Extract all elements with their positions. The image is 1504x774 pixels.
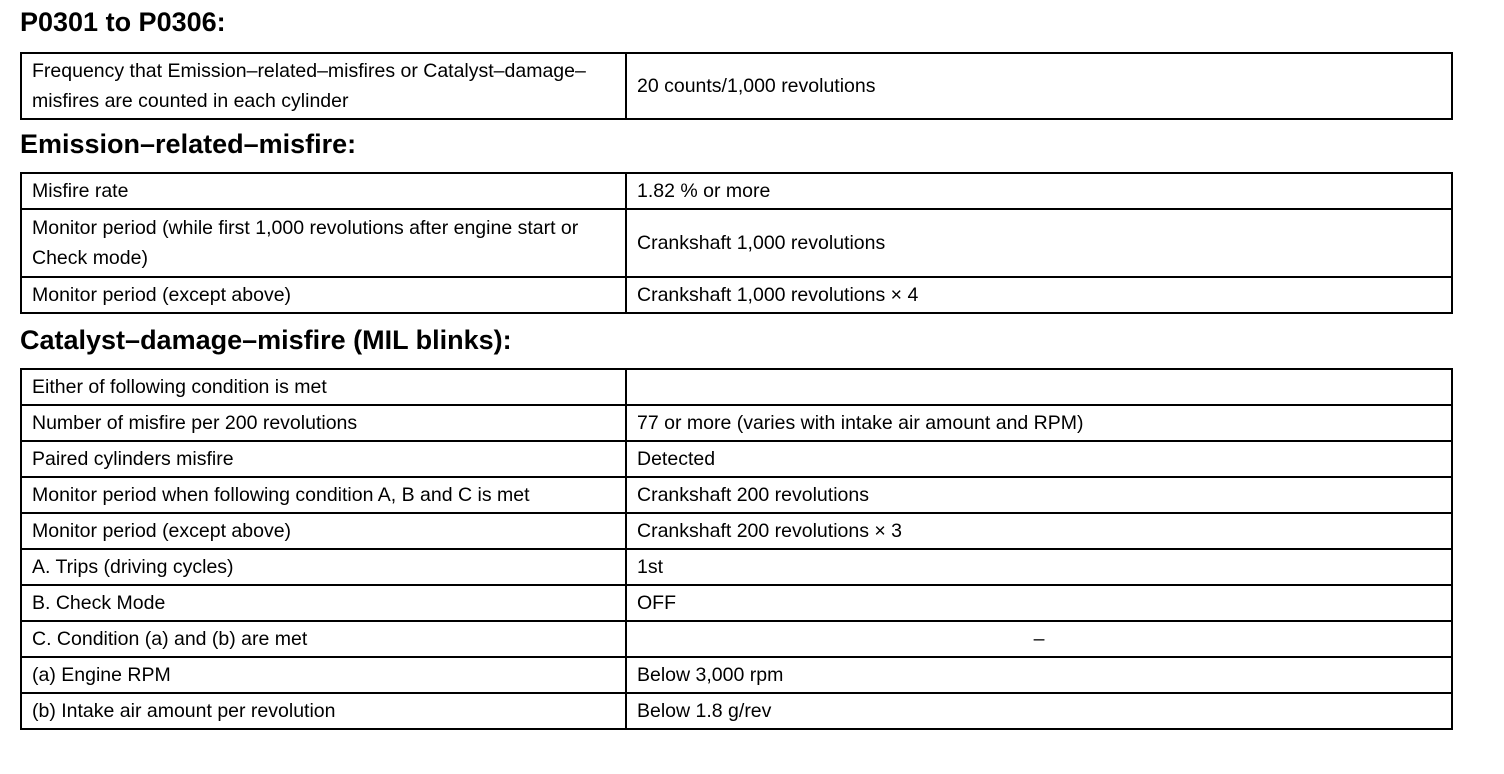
table-row <box>21 53 1452 119</box>
row-value: Below 3,000 rpm <box>626 657 1452 693</box>
row-label: A. Trips (driving cycles) <box>21 549 626 585</box>
row-value: Crankshaft 200 revolutions <box>626 477 1452 513</box>
table-p0301-frequency <box>20 52 1453 120</box>
table-row <box>21 513 1452 549</box>
table-row <box>21 369 1452 405</box>
table-row <box>21 477 1452 513</box>
table-row <box>21 549 1452 585</box>
table-emission-related-misfire <box>20 172 1453 314</box>
row-value: 1st <box>626 549 1452 585</box>
row-label: Either of following condition is met <box>21 369 626 405</box>
row-label: Paired cylinders misfire <box>21 441 626 477</box>
table-row <box>21 405 1452 441</box>
table-row <box>21 441 1452 477</box>
section-heading-p0301: P0301 to P0306: <box>20 7 226 37</box>
row-label: (b) Intake air amount per revolution <box>21 693 626 729</box>
row-label: Number of misfire per 200 revolutions <box>21 405 626 441</box>
row-label: Monitor period when following condition A, B and C is met <box>21 477 626 513</box>
row-label: Monitor period (while first 1,000 revolutions after engine start or Check mode) <box>21 209 626 277</box>
row-label: (a) Engine RPM <box>21 657 626 693</box>
row-value: OFF <box>626 585 1452 621</box>
table-catalyst-damage-misfire <box>20 368 1453 730</box>
table-row <box>21 173 1452 209</box>
row-value: Crankshaft 200 revolutions × 3 <box>626 513 1452 549</box>
table-row <box>21 209 1452 277</box>
table-row <box>21 621 1452 657</box>
row-label: Monitor period (except above) <box>21 513 626 549</box>
row-label: Misfire rate <box>21 173 626 209</box>
row-label: Monitor period (except above) <box>21 277 626 313</box>
row-value: 1.82 % or more <box>626 173 1452 209</box>
table-row <box>21 693 1452 729</box>
row-value <box>626 369 1452 405</box>
table-row <box>21 657 1452 693</box>
row-value: Crankshaft 1,000 revolutions <box>626 209 1452 277</box>
section-heading-catalyst-damage-misfire: Catalyst–damage–misfire (MIL blinks): <box>20 325 512 355</box>
row-label: Frequency that Emission–related–misfires or Catalyst–damage–misfires are counted in each cylinder <box>21 53 626 119</box>
row-value: Below 1.8 g/rev <box>626 693 1452 729</box>
row-label: C. Condition (a) and (b) are met <box>21 621 626 657</box>
table-row <box>21 585 1452 621</box>
table-row <box>21 277 1452 313</box>
row-value: Detected <box>626 441 1452 477</box>
row-value: 20 counts/1,000 revolutions <box>626 53 1452 119</box>
row-value: 77 or more (varies with intake air amount and RPM) <box>626 405 1452 441</box>
section-heading-emission-related-misfire: Emission–related–misfire: <box>20 129 357 159</box>
row-value: Crankshaft 1,000 revolutions × 4 <box>626 277 1452 313</box>
row-value: – <box>626 621 1452 657</box>
row-label: B. Check Mode <box>21 585 626 621</box>
